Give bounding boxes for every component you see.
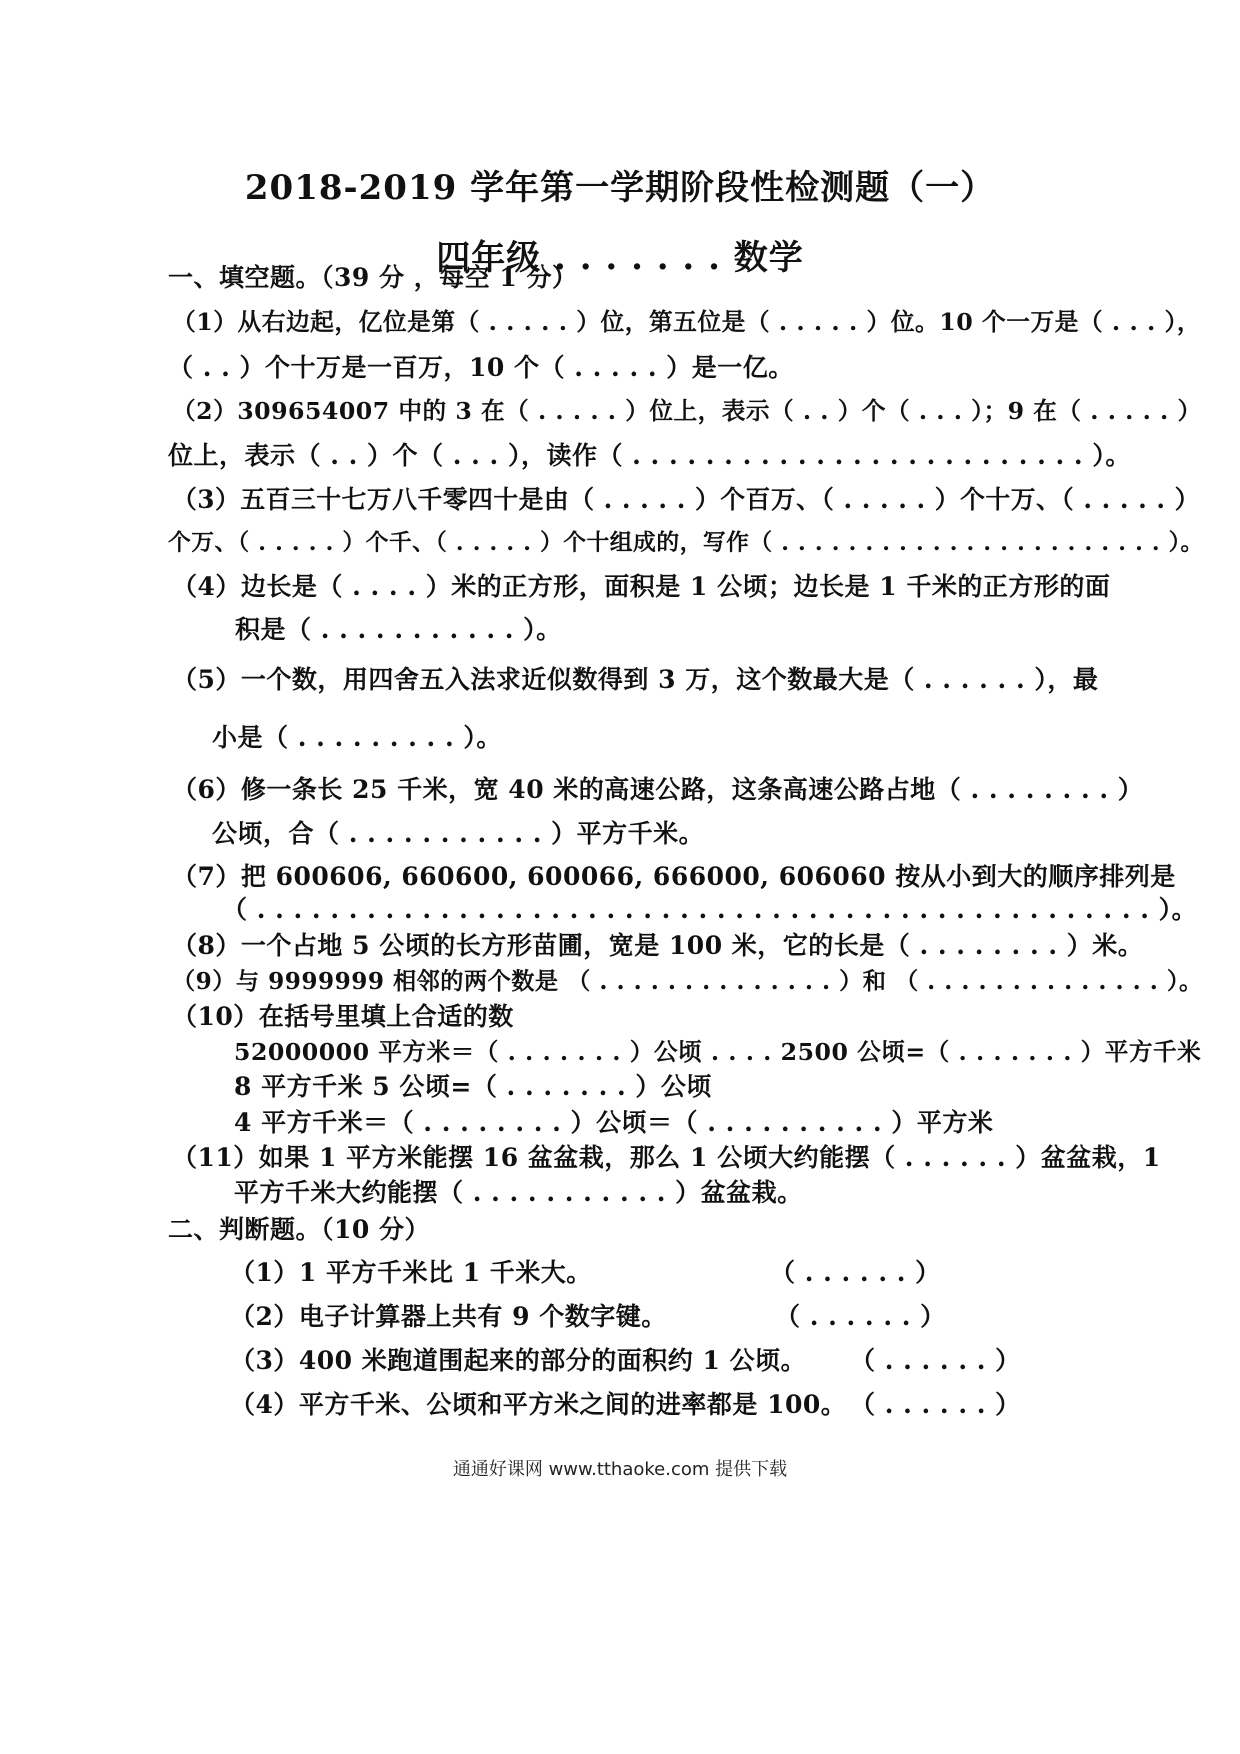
judge-blank-1: （ . . . . . . ） <box>770 1258 941 1287</box>
judge-item-2: （2）电子计算器上共有 9 个数字键。 <box>230 1302 667 1331</box>
q4-line1: （4）边长是（ . . . . ）米的正方形，面积是 1 公顷；边长是 1 千米的正方形的面 <box>172 572 1111 601</box>
q11-line1: （11）如果 1 平方米能摆 16 盆盆栽，那么 1 公顷大约能摆（ . . . . . . ）盆盆栽，1 <box>172 1143 1161 1172</box>
q10-line1: 52000000 平方米＝（ . . . . . . . ）公顷 . . . . 2500 公顷=（ . . . . . . . ）平方千米 <box>234 1038 1202 1066</box>
judge-item-4: （4）平方千米、公顷和平方米之间的进率都是 100。 <box>230 1390 847 1419</box>
q2-line2: 位上，表示（ . . ）个（ . . . ），读作（ . . . . . . . . . . . . . . . . . . . . . . . . . ）。 <box>168 441 1131 470</box>
q10-line2: 8 平方千米 5 公顷=（ . . . . . . . ）公顷 <box>234 1072 712 1101</box>
footer-source: 通通好课网 www.tthaoke.com 提供下载 <box>452 1459 788 1480</box>
q3-line2: 个万、（ . . . . . ）个千、（ . . . . . ）个十组成的，写作（ . . . . . . . . . . . . . . . . . . . . . . . ）。 <box>168 530 1204 556</box>
q5-line2: 小是（ . . . . . . . . . ）。 <box>212 723 502 752</box>
q7-line2: （ . . . . . . . . . . . . . . . . . . . . . . . . . . . . . . . . . . . . . . . . . . . . . . . . . ）。 <box>222 895 1198 924</box>
section1-heading: 一、填空题。（39 分 ，每空 1 分） <box>168 263 578 292</box>
judge-item-1: （1）1 平方千米比 1 千米大。 <box>230 1258 592 1287</box>
judge-blank-2: （ . . . . . . ） <box>775 1302 946 1331</box>
q1-line2: （ . . ）个十万是一百万，10 个（ . . . . . ）是一亿。 <box>168 353 794 382</box>
q4-line2: 积是（ . . . . . . . . . . . ）。 <box>235 615 562 644</box>
exam-title: 2018-2019 学年第一学期阶段性检测题（一） <box>244 168 996 208</box>
q3-line1: （3）五百三十七万八千零四十是由（ . . . . . ）个百万、（ . . . . . ）个十万、（ . . . . . ） <box>172 485 1200 514</box>
exam-subtitle: 四年级 . . . . . . . 数学 <box>436 238 804 278</box>
q6-line1: （6）修一条长 25 千米，宽 40 米的高速公路，这条高速公路占地（ . . . . . . . . ） <box>172 775 1144 804</box>
q9-line: （9）与 9999999 相邻的两个数是 （ . . . . . . . . . . . . . . ）和 （ . . . . . . . . . . . . . . ）。 <box>172 968 1203 995</box>
q10-line3: 4 平方千米＝（ . . . . . . . . ）公顷＝（ . . . . . . . . . . ）平方米 <box>234 1108 994 1137</box>
q5-line1: （5）一个数，用四舍五入法求近似数得到 3 万，这个数最大是（ . . . . . . ），最 <box>172 665 1099 694</box>
q2-line1: （2）309654007 中的 3 在（ . . . . . ）位上，表示（ . . ）个（ . . . ）；9 在（ . . . . . ） <box>172 397 1202 425</box>
q7-line1: （7）把 600606, 660600, 600066, 666000, 606060 按从小到大的顺序排列是 <box>172 862 1176 891</box>
judge-blank-3: （ . . . . . . ） <box>850 1346 1021 1375</box>
section2-heading: 二、判断题。（10 分） <box>168 1215 430 1244</box>
q10-heading: （10）在括号里填上合适的数 <box>172 1002 514 1031</box>
q1-line1: （1）从右边起，亿位是第（ . . . . . ）位，第五位是（ . . . . . ）位。10 个一万是（ . . . ）， <box>172 308 1202 336</box>
q6-line2: 公顷，合（ . . . . . . . . . . . ）平方千米。 <box>212 819 705 848</box>
judge-item-3: （3）400 米跑道围起来的部分的面积约 1 公顷。 <box>230 1346 807 1375</box>
q8-line: （8）一个占地 5 公顷的长方形苗圃，宽是 100 米，它的长是（ . . . . . . . . ）米。 <box>172 931 1144 960</box>
q11-line2: 平方千米大约能摆（ . . . . . . . . . . . ）盆盆栽。 <box>234 1178 803 1207</box>
judge-blank-4: （ . . . . . . ） <box>850 1390 1021 1419</box>
